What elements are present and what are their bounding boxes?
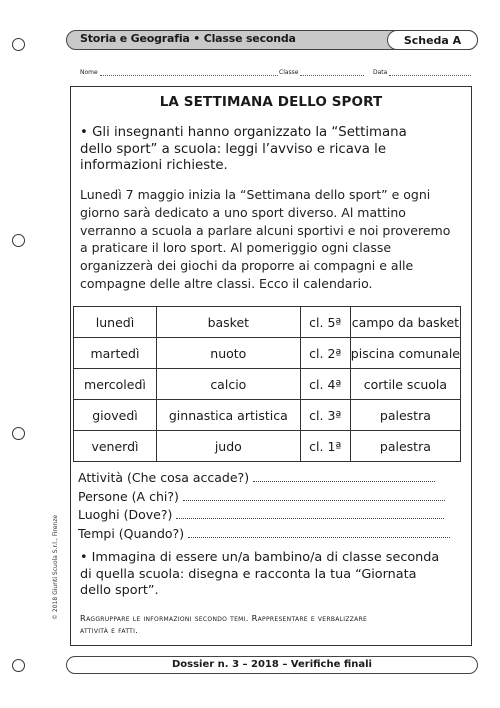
table-row — [74, 369, 461, 400]
answer-blank — [188, 526, 450, 538]
class-cell: cl. 5ª — [300, 307, 350, 338]
day-cell: venerdì — [74, 431, 157, 462]
teacher-note — [80, 612, 465, 636]
paragraph-line: a praticare il loro sport. Al pomeriggio ogni classe — [80, 240, 392, 256]
instruction-read-line: informazioni richieste. — [80, 158, 228, 173]
sport-calendar-table — [73, 306, 461, 462]
sport-cell: judo — [156, 431, 300, 462]
place-cell: palestra — [350, 400, 460, 431]
class-cell: cl. 4ª — [300, 369, 350, 400]
answer-blank — [176, 507, 444, 519]
question-label: Attività (Che cosa accade?) — [78, 470, 250, 485]
class-cell: cl. 3ª — [300, 400, 350, 431]
question-lines — [78, 469, 450, 543]
nome-field[interactable] — [80, 69, 278, 76]
question-label: Persone (A chi?) — [78, 488, 179, 504]
day-cell: lunedì — [74, 307, 157, 338]
day-cell: mercoledì — [74, 369, 157, 400]
worksheet-title: LA SETTIMANA DELLO SPORT — [159, 94, 383, 110]
place-cell: campo da basket — [350, 307, 460, 338]
instruction-read — [80, 125, 407, 175]
sport-cell: basket — [156, 307, 300, 338]
question-people[interactable] — [78, 488, 450, 507]
scheda-label: Scheda A — [387, 30, 478, 50]
question-times[interactable] — [78, 525, 450, 544]
instruction-draw-line: • Immagina di essere un/a bambino/a di classe seconda — [80, 550, 440, 565]
instruction-read-line: • Gli insegnanti hanno organizzato la “Settimana — [80, 125, 407, 140]
instruction-draw-line: dello sport”. — [80, 583, 159, 598]
place-cell: piscina comunale — [350, 338, 460, 369]
data-label: Data — [373, 69, 388, 76]
table-row — [74, 338, 461, 369]
announcement-paragraph — [80, 186, 470, 293]
classe-label: Classe — [279, 69, 299, 76]
class-cell: cl. 1ª — [300, 431, 350, 462]
paragraph-line: giorno sarà dedicato a uno sport diverso. Al mattino — [80, 204, 406, 220]
question-places[interactable] — [78, 506, 450, 525]
nome-label: Nome — [80, 69, 98, 76]
binder-hole-lower-middle — [12, 427, 25, 440]
header-title: Storia e Geografia • Classe seconda — [80, 32, 296, 45]
question-label: Tempi (Quando?) — [78, 525, 185, 541]
place-cell: cortile scuola — [350, 369, 460, 400]
data-field[interactable] — [373, 69, 471, 76]
day-cell: martedì — [74, 338, 157, 369]
data-blank — [389, 70, 471, 76]
answer-blank — [183, 489, 445, 501]
class-cell: cl. 2ª — [300, 338, 350, 369]
paragraph-line: compagne delle altre classi. Ecco il calendario. — [80, 275, 373, 291]
question-activity[interactable] — [78, 469, 450, 488]
instruction-draw — [80, 550, 439, 600]
sport-cell: calcio — [156, 369, 300, 400]
binder-hole-top — [12, 38, 25, 51]
instruction-read-line: dello sport” a scuola: leggi l’avviso e ricava le — [80, 141, 387, 157]
place-cell: palestra — [350, 431, 460, 462]
table-row — [74, 431, 461, 462]
sport-cell: nuoto — [156, 338, 300, 369]
binder-hole-bottom — [12, 659, 25, 672]
sport-cell: ginnastica artistica — [156, 400, 300, 431]
question-label: Luoghi (Dove?) — [78, 507, 173, 522]
nome-blank — [100, 70, 278, 76]
classe-blank — [300, 70, 364, 76]
answer-blank — [253, 470, 435, 482]
day-cell: giovedì — [74, 400, 157, 431]
copyright-text: © 2018 Giunti Scuola S.r.l., Firenze — [52, 514, 59, 620]
paragraph-line: verranno a scuola a parlare alcuni sportivi e noi proveremo — [80, 222, 451, 238]
table-row — [74, 400, 461, 431]
footer-text: Dossier n. 3 – 2018 – Verifiche finali — [171, 659, 372, 670]
instruction-draw-line: di quella scuola: disegna e racconta la tua “Giornata — [80, 566, 417, 582]
paragraph-line: Lunedì 7 maggio inizia la “Settimana dello sport” e ogni — [80, 187, 431, 202]
teacher-note-line: attività e fatti. — [80, 625, 139, 635]
binder-hole-upper-middle — [12, 234, 25, 247]
table-row — [74, 307, 461, 338]
classe-field[interactable] — [279, 69, 364, 76]
paragraph-line: organizzerà dei giochi da proporre ai compagni e alle — [80, 258, 414, 274]
teacher-note-line: Raggruppare le informazioni secondo temi. Rappresentare e verbalizzare — [80, 613, 368, 623]
